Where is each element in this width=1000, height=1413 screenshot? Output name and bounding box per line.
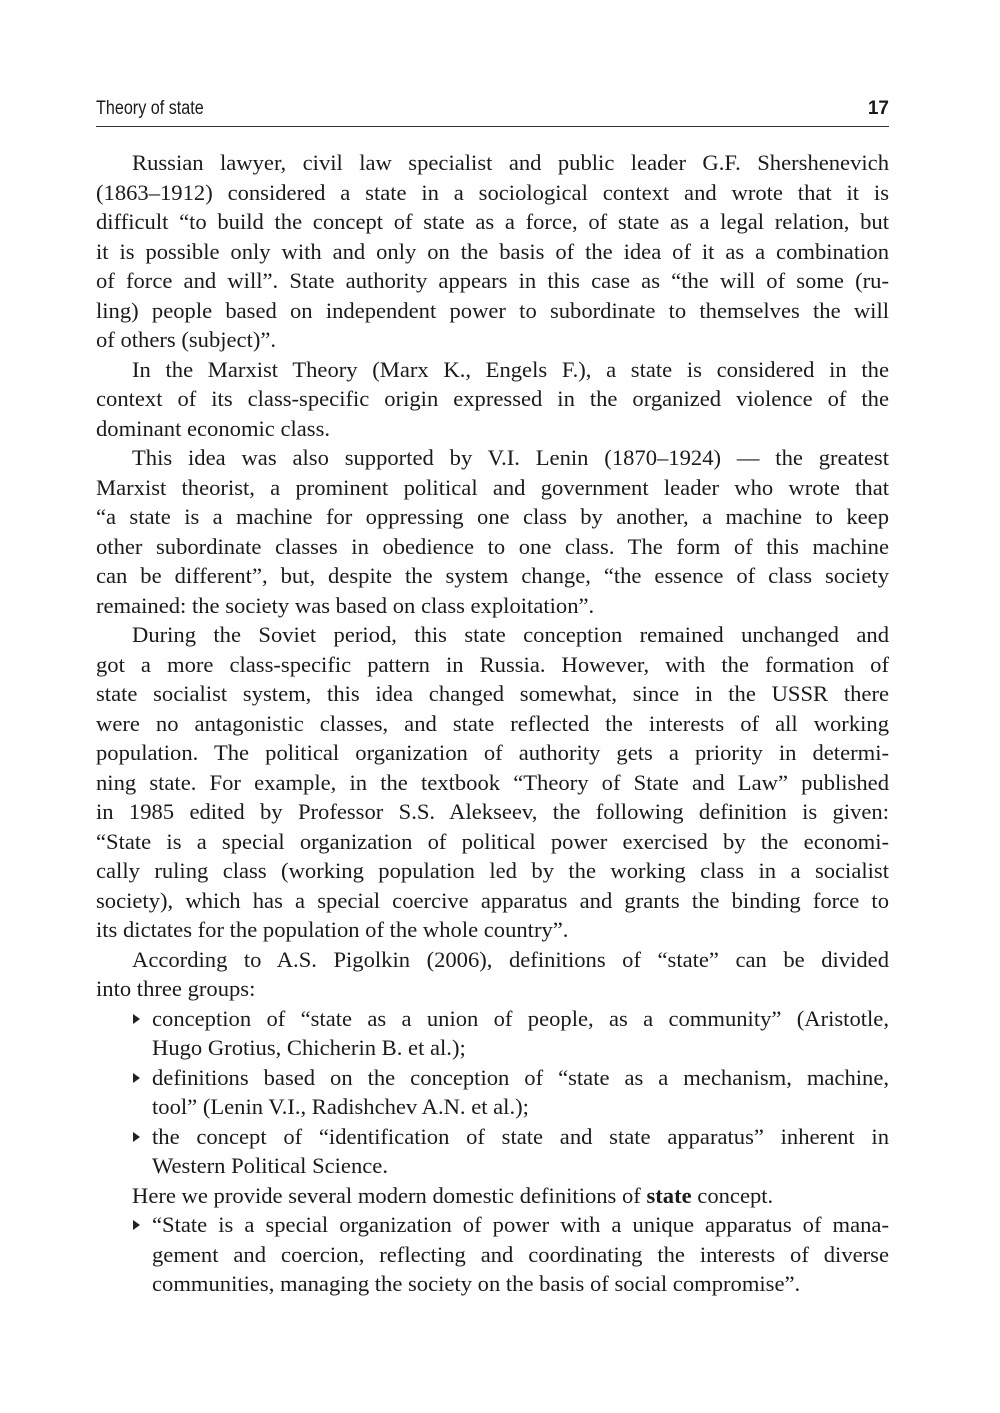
text-line [96, 443, 889, 473]
line-text: cally ruling class (working population led by the working class in a socialist [96, 858, 889, 883]
text-line [96, 1122, 889, 1152]
bullet-arrow-icon [133, 1220, 140, 1230]
bullet-item [96, 1004, 889, 1063]
text-line [96, 384, 889, 414]
bullet-arrow-icon [133, 1014, 140, 1024]
text-line [96, 1210, 889, 1240]
text-line [96, 591, 889, 621]
text-line [96, 709, 889, 739]
line-text: According to A.S. Pigolkin (2006), definitions of “state” can be divided [132, 946, 889, 972]
line-text: In the Marxist Theory (Marx K., Engels F.), a state is considered in the [132, 356, 889, 382]
text-line [96, 355, 889, 385]
line-text: tool” (Lenin V.I., Radishchev A.N. et al.); [152, 1094, 529, 1119]
bold-term: state [646, 1182, 692, 1208]
line-text: “State is a special organization of power with a unique apparatus of mana- [152, 1212, 889, 1237]
text-line [96, 532, 889, 562]
line-text: other subordinate classes in obedience to one class. The form of this machine [96, 533, 889, 559]
line-text: in 1985 edited by Professor S.S. Alekseev, the following definition is given: [96, 799, 889, 824]
line-text: dominant economic class. [96, 415, 331, 441]
line-text: “State is a special organization of political power exercised by the economi- [96, 828, 889, 854]
paragraph [96, 620, 889, 945]
text-line [96, 1151, 889, 1181]
text-line [96, 561, 889, 591]
text-line [96, 1063, 889, 1093]
line-text: can be different”, but, despite the system change, “the essence of class society [96, 563, 889, 588]
text-segment: Here we provide several modern domestic definitions of [132, 1182, 647, 1208]
text-line [96, 856, 889, 886]
text-line [96, 827, 889, 857]
bullet-arrow-icon [133, 1132, 140, 1142]
paragraph [96, 148, 889, 355]
bullet-item [96, 1210, 889, 1299]
paragraph [96, 945, 889, 1004]
text-line [96, 502, 889, 532]
paragraph [96, 355, 889, 444]
line-text: Hugo Grotius, Chicherin B. et al.); [152, 1035, 466, 1060]
line-text: context of its class-specific origin expressed in the organized violence of the [96, 386, 889, 411]
line-text: Marxist theorist, a prominent political and government leader who wrote that [96, 474, 889, 500]
text-line [96, 945, 889, 975]
text-line [96, 237, 889, 267]
text-line [96, 1004, 889, 1034]
line-text: the concept of “identification of state and state apparatus” inherent in [152, 1123, 889, 1149]
text-line [96, 886, 889, 916]
line-text: (1863–1912) considered a state in a sociological context and wrote that it is [96, 179, 889, 205]
text-line [96, 207, 889, 237]
line-text: During the Soviet period, this state conception remained unchanged and [132, 622, 889, 647]
text-line [96, 1092, 889, 1122]
line-text: Russian lawyer, civil law specialist and public leader G.F. Shershenevich [132, 150, 889, 175]
line-text: society), which has a special coercive apparatus and grants the binding force to [96, 887, 889, 913]
line-text: ling) people based on independent power to subordinate to themselves the will [96, 297, 889, 323]
line-text: it is possible only with and only on the basis of the idea of it as a combination [96, 238, 889, 264]
line-text: of force and will”. State authority appears in this case as “the will of some (ru- [96, 268, 889, 293]
line-text: were no antagonistic classes, and state reflected the interests of all working [96, 710, 889, 736]
bullet-item [96, 1122, 889, 1181]
running-header [96, 98, 889, 127]
line-text: state socialist system, this idea changed somewhat, since in the USSR there [96, 681, 889, 706]
line-text: population. The political organization of authority gets a priority in determi- [96, 740, 889, 765]
bullet-item [96, 1063, 889, 1122]
text-line [96, 266, 889, 296]
text-line [96, 650, 889, 680]
running-title: Theory of state [96, 98, 204, 119]
line-text: ning state. For example, in the textbook “Theory of State and Law” published [96, 769, 889, 795]
text-line [96, 915, 889, 945]
paragraph [96, 443, 889, 620]
text-line [96, 974, 889, 1004]
line-text: gement and coercion, reflecting and coordinating the interests of diverse [152, 1241, 889, 1267]
line-text: into three groups: [96, 976, 256, 1001]
bullet-arrow-icon [133, 1073, 140, 1083]
text-line [96, 1181, 889, 1211]
page-body [96, 148, 889, 1299]
text-line [96, 148, 889, 178]
text-line [96, 1240, 889, 1270]
line-text: This idea was also supported by V.I. Lenin (1870–1924) — the greatest [132, 445, 889, 470]
text-line [96, 178, 889, 208]
text-line [96, 679, 889, 709]
line-text: remained: the society was based on class exploitation”. [96, 592, 595, 618]
line-text: definitions based on the conception of “state as a mechanism, machine, [152, 1064, 889, 1090]
line-text: conception of “state as a union of people, as a community” (Aristotle, [152, 1005, 889, 1031]
text-line [96, 620, 889, 650]
line-text: Western Political Science. [152, 1153, 388, 1178]
text-line [96, 797, 889, 827]
text-line [96, 296, 889, 326]
text-segment: concept. [691, 1182, 774, 1208]
text-line [96, 768, 889, 798]
line-text: of others (subject)”. [96, 327, 277, 352]
line-text: got a more class-specific pattern in Russia. However, with the formation of [96, 651, 889, 677]
text-line [96, 1033, 889, 1063]
line-text: communities, managing the society on the basis of social compromise”. [152, 1271, 801, 1296]
text-line [96, 473, 889, 503]
text-line [96, 738, 889, 768]
text-line [96, 325, 889, 355]
line-text: its dictates for the population of the whole country”. [96, 917, 569, 942]
paragraph [96, 1181, 889, 1211]
text-line [96, 414, 889, 444]
line-text: “a state is a machine for oppressing one class by another, a machine to keep [96, 504, 889, 529]
page-number: 17 [867, 98, 889, 119]
text-line [96, 1269, 889, 1299]
line-text: difficult “to build the concept of state as a force, of state as a legal relation, but [96, 209, 889, 234]
